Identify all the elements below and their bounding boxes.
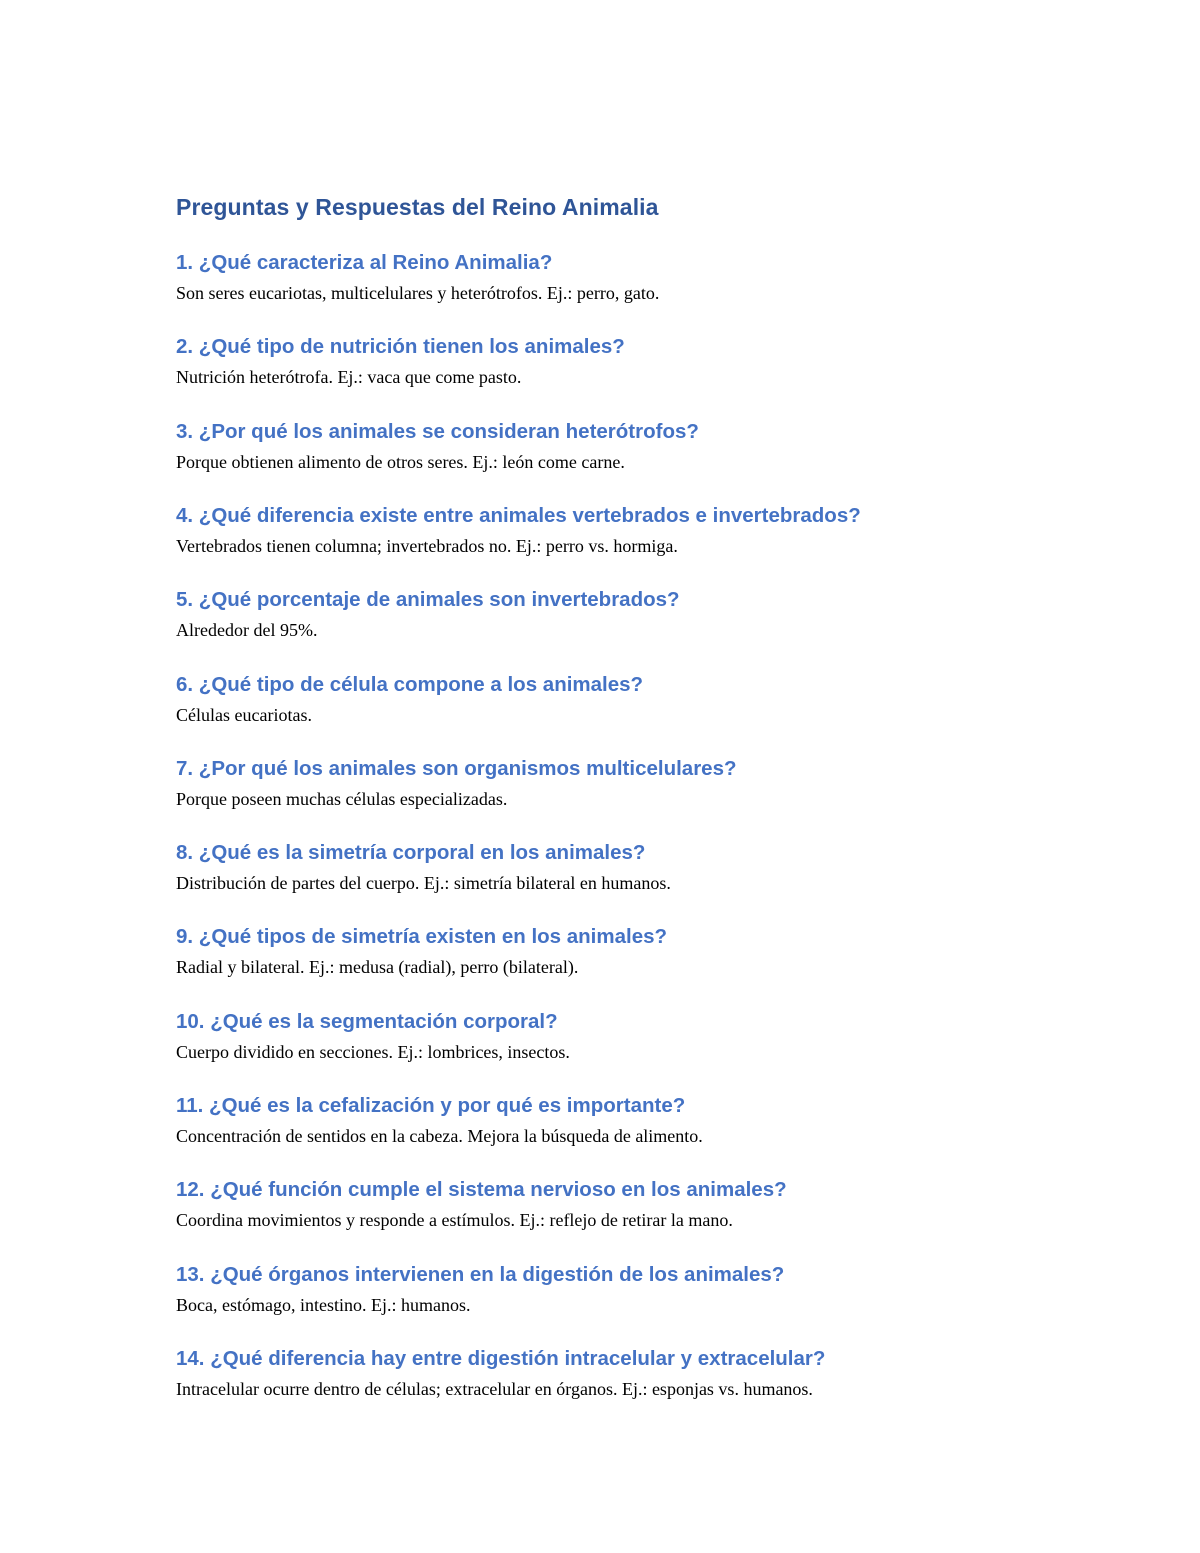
qa-item-9 — [176, 923, 1136, 979]
question-1: 1. ¿Qué caracteriza al Reino Animalia? — [176, 251, 553, 274]
answer-3: Porque obtienen alimento de otros seres. Ej.: león come carne. — [176, 452, 625, 472]
answer-7: Porque poseen muchas células especializadas. — [176, 789, 508, 809]
question-3: 3. ¿Por qué los animales se consideran heterótrofos? — [176, 420, 699, 443]
qa-item-6 — [176, 671, 1136, 727]
answer-13: Boca, estómago, intestino. Ej.: humanos. — [176, 1295, 471, 1315]
question-9: 9. ¿Qué tipos de simetría existen en los animales? — [176, 925, 668, 948]
qa-item-8 — [176, 839, 1136, 895]
qa-item-2 — [176, 333, 1136, 389]
answer-14: Intracelular ocurre dentro de células; extracelular en órganos. Ej.: esponjas vs. humanos. — [176, 1379, 813, 1399]
qa-item-14 — [176, 1345, 1136, 1401]
answer-5: Alrededor del 95%. — [176, 620, 318, 640]
qa-item-13 — [176, 1261, 1136, 1317]
question-7: 7. ¿Por qué los animales son organismos multicelulares? — [176, 757, 737, 780]
answer-6: Células eucariotas. — [176, 705, 312, 725]
answer-11: Concentración de sentidos en la cabeza. Mejora la búsqueda de alimento. — [176, 1126, 703, 1146]
answer-10: Cuerpo dividido en secciones. Ej.: lombrices, insectos. — [176, 1042, 570, 1062]
question-14: 14. ¿Qué diferencia hay entre digestión intracelular y extracelular? — [176, 1347, 826, 1370]
answer-9: Radial y bilateral. Ej.: medusa (radial), perro (bilateral). — [176, 957, 579, 977]
question-12: 12. ¿Qué función cumple el sistema nervioso en los animales? — [176, 1178, 787, 1201]
question-13: 13. ¿Qué órganos intervienen en la digestión de los animales? — [176, 1263, 785, 1286]
question-6: 6. ¿Qué tipo de célula compone a los animales? — [176, 673, 644, 696]
qa-item-5 — [176, 586, 1136, 642]
qa-item-3 — [176, 418, 1136, 474]
answer-2: Nutrición heterótrofa. Ej.: vaca que come pasto. — [176, 367, 522, 387]
question-11: 11. ¿Qué es la cefalización y por qué es importante? — [176, 1094, 686, 1117]
answer-1: Son seres eucariotas, multicelulares y heterótrofos. Ej.: perro, gato. — [176, 283, 660, 303]
qa-item-4 — [176, 502, 1136, 558]
qa-item-10 — [176, 1008, 1136, 1064]
question-10: 10. ¿Qué es la segmentación corporal? — [176, 1010, 558, 1033]
question-2: 2. ¿Qué tipo de nutrición tienen los animales? — [176, 335, 625, 358]
answer-8: Distribución de partes del cuerpo. Ej.: simetría bilateral en humanos. — [176, 873, 671, 893]
qa-item-12 — [176, 1176, 1136, 1232]
qa-item-1 — [176, 249, 1136, 305]
answer-4: Vertebrados tienen columna; invertebrados no. Ej.: perro vs. hormiga. — [176, 536, 678, 556]
document-title: Preguntas y Respuestas del Reino Animalia — [176, 194, 659, 220]
qa-item-7 — [176, 755, 1136, 811]
question-4: 4. ¿Qué diferencia existe entre animales vertebrados e invertebrados? — [176, 504, 861, 527]
qa-item-11 — [176, 1092, 1136, 1148]
question-8: 8. ¿Qué es la simetría corporal en los animales? — [176, 841, 646, 864]
answer-12: Coordina movimientos y responde a estímulos. Ej.: reflejo de retirar la mano. — [176, 1210, 733, 1230]
question-5: 5. ¿Qué porcentaje de animales son invertebrados? — [176, 588, 680, 611]
